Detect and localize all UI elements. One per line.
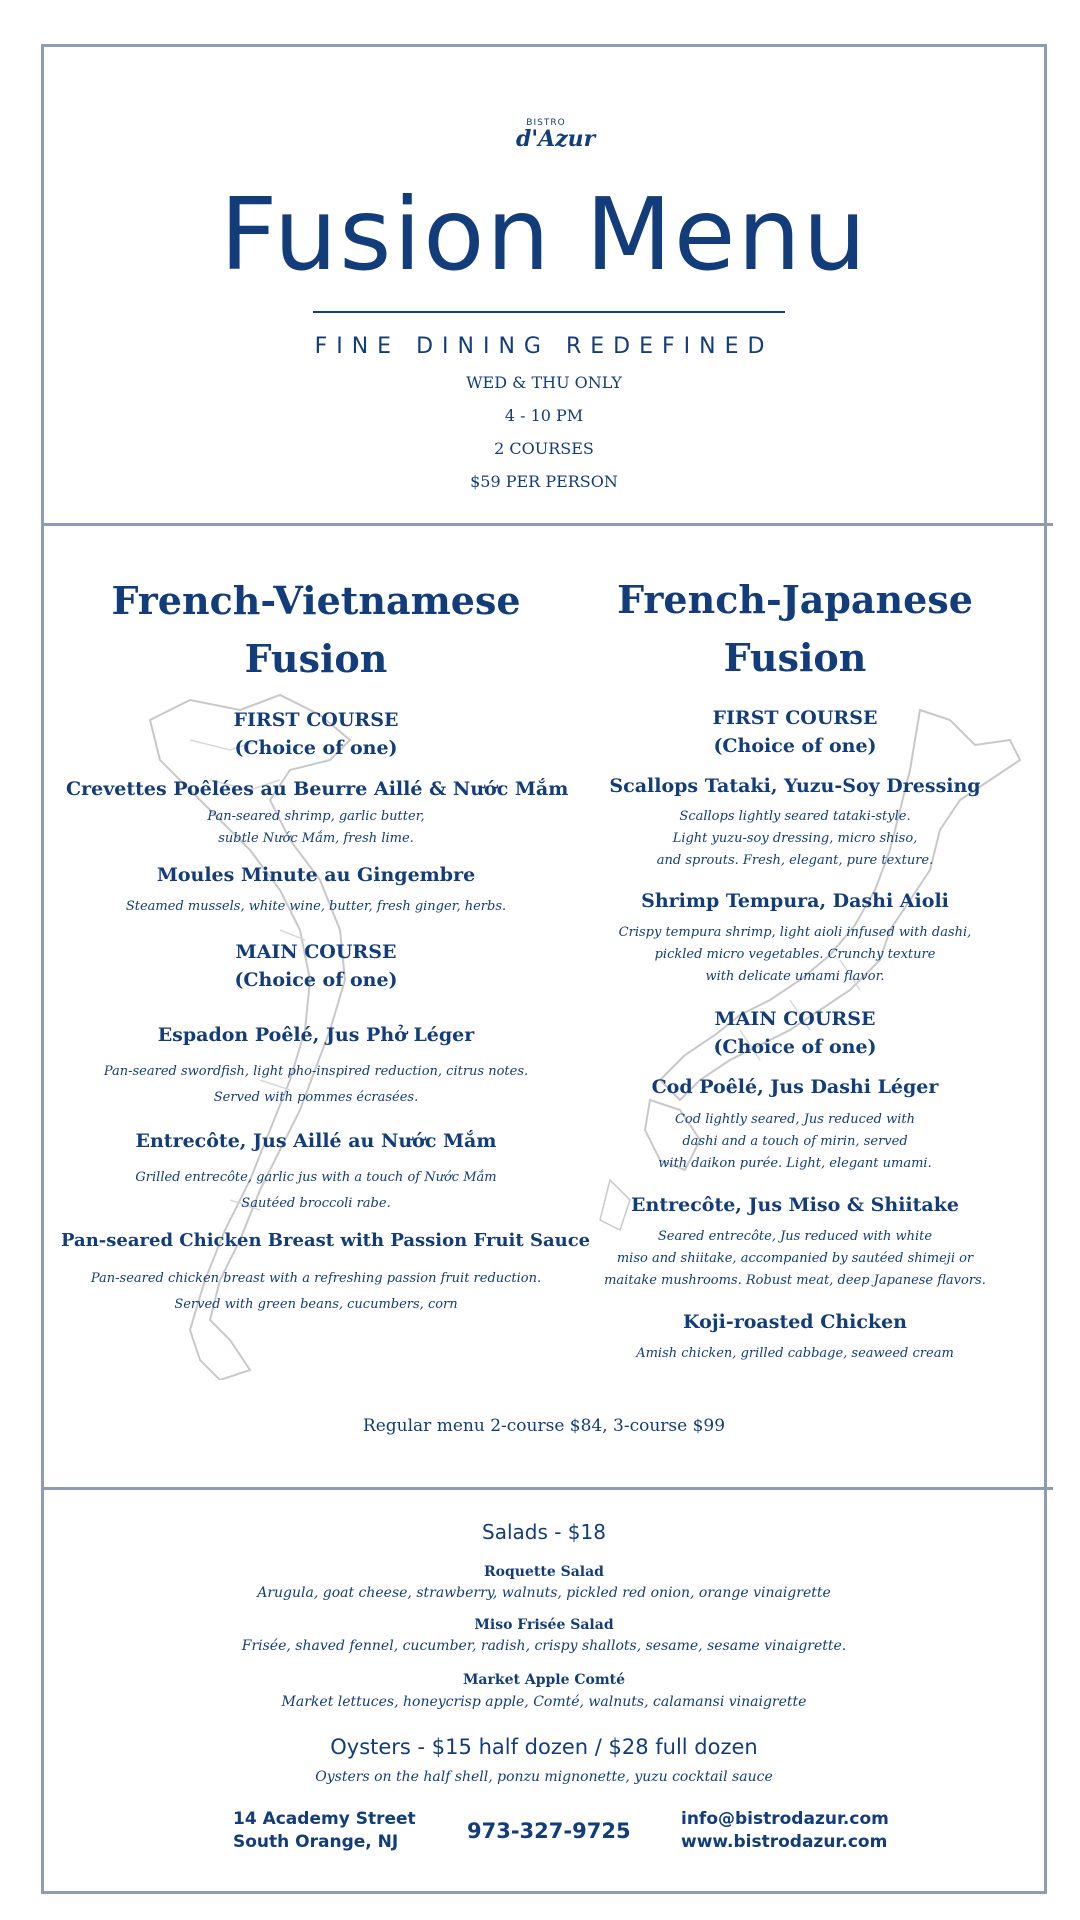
salads-header: Salads - $18 bbox=[482, 1520, 606, 1544]
left-first-course: FIRST COURSE bbox=[233, 709, 399, 731]
left-dish-4-desc-2: Sautéed broccoli rabe. bbox=[241, 1196, 391, 1211]
left-title-line1: French-Vietnamese bbox=[111, 578, 521, 623]
address bbox=[233, 1808, 416, 1854]
right-dish-2-desc-1: Crispy tempura shrimp, light aioli infused with dashi, bbox=[618, 925, 972, 940]
right-dish-1-desc-1: Scallops lightly seared tataki-style. bbox=[679, 809, 911, 824]
right-dish-5-desc-1: Amish chicken, grilled cabbage, seaweed cream bbox=[636, 1346, 954, 1361]
salads-divider bbox=[41, 1487, 1053, 1490]
right-dish-2-desc-3: with delicate umami flavor. bbox=[705, 969, 885, 984]
left-dish-2: Moules Minute au Gingembre bbox=[156, 864, 476, 886]
header-divider bbox=[41, 523, 1053, 526]
left-dish-3-desc-1: Pan-seared swordfish, light pho-inspired reduction, citrus notes. bbox=[103, 1064, 529, 1079]
info-courses: 2 COURSES bbox=[494, 439, 594, 458]
left-dish-1-desc-2: subtle Nước Mắm, fresh lime. bbox=[218, 831, 414, 846]
website-link[interactable]: www.bistrodazur.com bbox=[681, 1832, 888, 1852]
left-dish-2-desc-1: Steamed mussels, white wine, butter, fresh ginger, herbs. bbox=[125, 899, 507, 914]
right-main-course: MAIN COURSE bbox=[714, 1008, 876, 1030]
left-dish-4-desc-1: Grilled entrecôte, garlic jus with a touch of Nước Mắm bbox=[135, 1170, 497, 1185]
right-dish-4-desc-3: maitake mushrooms. Robust meat, deep Japanese flavors. bbox=[604, 1273, 986, 1288]
right-dish-3: Cod Poêlé, Jus Dashi Léger bbox=[651, 1076, 939, 1098]
right-first-course: FIRST COURSE bbox=[712, 707, 878, 729]
right-dish-1-desc-3: and sprouts. Fresh, elegant, pure texture. bbox=[656, 853, 934, 868]
left-main-choice: (Choice of one) bbox=[234, 969, 398, 991]
salad-3-desc: Market lettuces, honeycrisp apple, Comté, walnuts, calamansi vinaigrette bbox=[281, 1694, 807, 1710]
title-underline bbox=[313, 311, 785, 313]
right-dish-5: Koji-roasted Chicken bbox=[683, 1311, 907, 1333]
page-title: Fusion Menu bbox=[219, 176, 869, 293]
regular-menu-note: Regular menu 2-course $84, 3-course $99 bbox=[362, 1416, 726, 1436]
left-main-course: MAIN COURSE bbox=[235, 941, 397, 963]
salad-1-desc: Arugula, goat cheese, strawberry, walnuts, pickled red onion, orange vinaigrette bbox=[257, 1585, 831, 1601]
left-first-choice: (Choice of one) bbox=[234, 737, 398, 759]
right-title-line2: Fusion bbox=[723, 635, 867, 680]
bistro-logo bbox=[516, 118, 596, 174]
right-title-line1: French-Japanese bbox=[617, 577, 973, 622]
info-days: WED & THU ONLY bbox=[466, 373, 622, 392]
oysters-header: Oysters - $15 half dozen / $28 full dozen bbox=[330, 1735, 758, 1759]
email-link[interactable]: info@bistrodazur.com bbox=[681, 1809, 889, 1829]
oysters-desc: Oysters on the half shell, ponzu mignonette, yuzu cocktail sauce bbox=[315, 1769, 773, 1785]
right-dish-4-desc-2: miso and shiitake, accompanied by sautéed shimeji or bbox=[616, 1251, 974, 1266]
right-dish-3-desc-1: Cod lightly seared, Jus reduced with bbox=[674, 1112, 915, 1127]
tagline: FINE DINING REDEFINED bbox=[314, 334, 774, 359]
contact-links bbox=[681, 1808, 889, 1854]
phone-number[interactable]: 973-327-9725 bbox=[467, 1819, 631, 1843]
logo-script-text: d'Azur bbox=[516, 126, 596, 152]
left-dish-1: Crevettes Poêlées au Beurre Aillé & Nước Mắm bbox=[66, 778, 569, 800]
right-dish-4: Entrecôte, Jus Miso & Shiitake bbox=[631, 1194, 959, 1216]
left-dish-5-desc-1: Pan-seared chicken breast with a refreshing passion fruit reduction. bbox=[90, 1271, 542, 1286]
right-dish-4-desc-1: Seared entrecôte, Jus reduced with white bbox=[657, 1229, 933, 1244]
salad-2-desc: Frisée, shaved fennel, cucumber, radish, crispy shallots, sesame, sesame vinaigrette. bbox=[241, 1638, 847, 1654]
right-dish-1: Scallops Tataki, Yuzu-Soy Dressing bbox=[609, 775, 981, 797]
salad-3-name: Market Apple Comté bbox=[462, 1672, 626, 1688]
right-dish-3-desc-3: with daikon purée. Light, elegant umami. bbox=[658, 1156, 932, 1171]
right-dish-3-desc-2: dashi and a touch of mirin, served bbox=[682, 1134, 908, 1149]
right-dish-2-desc-2: pickled micro vegetables. Crunchy texture bbox=[654, 947, 936, 962]
info-price: $59 PER PERSON bbox=[470, 472, 618, 491]
left-dish-1-desc-1: Pan-seared shrimp, garlic butter, bbox=[207, 809, 425, 824]
right-first-choice: (Choice of one) bbox=[713, 735, 877, 757]
left-dish-4: Entrecôte, Jus Aillé au Nước Mắm bbox=[135, 1130, 497, 1152]
left-dish-5-desc-2: Served with green beans, cucumbers, corn bbox=[174, 1297, 458, 1312]
address-line-1: 14 Academy Street bbox=[233, 1809, 416, 1829]
salad-2-name: Miso Frisée Salad bbox=[474, 1617, 614, 1633]
salad-1-name: Roquette Salad bbox=[484, 1564, 604, 1580]
right-dish-2: Shrimp Tempura, Dashi Aioli bbox=[641, 890, 949, 912]
logo-small-text: BISTRO bbox=[526, 118, 566, 128]
left-dish-5: Pan-seared Chicken Breast with Passion Fruit Sauce bbox=[61, 1230, 591, 1251]
left-title-line2: Fusion bbox=[244, 636, 388, 681]
right-dish-1-desc-2: Light yuzu-soy dressing, micro shiso, bbox=[672, 831, 918, 846]
right-main-choice: (Choice of one) bbox=[713, 1036, 877, 1058]
info-hours: 4 - 10 PM bbox=[504, 406, 584, 425]
address-line-2: South Orange, NJ bbox=[233, 1832, 399, 1852]
left-dish-3: Espadon Poêlé, Jus Phở Léger bbox=[157, 1024, 475, 1046]
left-dish-3-desc-2: Served with pommes écrasées. bbox=[213, 1090, 419, 1105]
